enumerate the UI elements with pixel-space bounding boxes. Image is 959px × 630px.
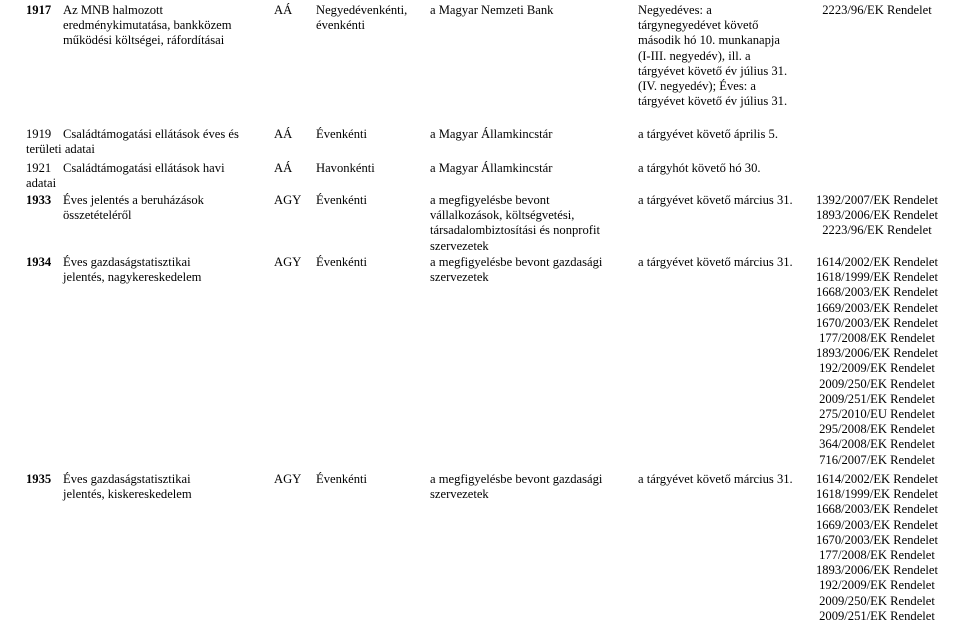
row-code: AGY: [274, 472, 302, 486]
law-item: 295/2008/EK Rendelet: [819, 422, 935, 437]
row-laws: [795, 255, 959, 468]
row-organization: a megfigyelésbe bevont gazdasági szervezetek: [430, 472, 603, 502]
row-title: Éves jelentés a beruházások összetételéről: [63, 193, 204, 223]
law-item: 1614/2002/EK Rendelet: [815, 472, 939, 486]
row-code: AÁ: [274, 127, 293, 141]
row-organization: a Magyar Államkincstár: [430, 161, 553, 175]
row-deadline: Negyedéves: a tárgynegyedévet követő második hó 10. munkanapja (I-III. negyedév), ill. a tárgyévet követő év július 31. (IV. negyedév); Éves: a tárgyévet követő év július 31.: [638, 3, 788, 109]
law-item: 1618/1999/EK Rendelet: [815, 270, 939, 285]
row-organization: a megfigyelésbe bevont vállalkozások, költségvetési, társadalombiztosítási és nonprofit szervezetek: [430, 193, 600, 253]
law-item: 2009/251/EK Rendelet: [819, 391, 935, 406]
law-item: 1669/2003/EK Rendelet: [815, 517, 939, 532]
row-number: 1935: [26, 472, 52, 486]
row-title: Az MNB halmozott eredménykimutatása, bankközem működési költségei, ráfordításai: [63, 3, 232, 48]
law-item: 1670/2003/EK Rendelet: [815, 315, 939, 330]
law-item: 1668/2003/EK Rendelet: [815, 285, 939, 300]
row-code: AGY: [274, 255, 302, 269]
row-frequency: Évenkénti: [316, 255, 368, 269]
law-item: 275/2010/EU Rendelet: [819, 407, 935, 422]
law-item: 192/2009/EK Rendelet: [819, 361, 935, 376]
row-deadline: a tárgyhót követő hó 30.: [638, 161, 761, 175]
row-laws: [795, 193, 959, 239]
law-item: 2223/96/EK Rendelet: [822, 223, 932, 238]
row-frequency: Havonkénti: [316, 161, 375, 175]
law-item: 2009/251/EK Rendelet: [819, 608, 935, 623]
row-title: Családtámogatási ellátások éves és területi adatai: [26, 127, 239, 157]
row-organization: a megfigyelésbe bevont gazdasági szervezetek: [430, 255, 603, 285]
law-item: 1618/1999/EK Rendelet: [815, 487, 939, 502]
row-title: Éves gazdaságstatisztikai jelentés, nagykereskedelem: [63, 255, 202, 285]
row-organization: a Magyar Államkincstár: [430, 127, 553, 141]
law-item: 192/2009/EK Rendelet: [819, 578, 935, 593]
row-code: AGY: [274, 193, 302, 207]
row-frequency: Negyedévenkénti, évenkénti: [316, 3, 408, 33]
row-number: 1921: [26, 161, 52, 175]
row-code: AÁ: [274, 161, 293, 175]
row-laws: [795, 472, 959, 624]
row-number: 1934: [26, 255, 52, 269]
row-frequency: Évenkénti: [316, 127, 368, 141]
law-item: 1893/2006/EK Rendelet: [815, 346, 939, 361]
law-item: 2223/96/EK Rendelet: [822, 3, 932, 17]
law-item: 1893/2006/EK Rendelet: [815, 208, 939, 223]
row-title: Éves gazdaságstatisztikai jelentés, kiskereskedelem: [63, 472, 192, 502]
law-item: 2009/250/EK Rendelet: [819, 593, 935, 608]
law-item: 1668/2003/EK Rendelet: [815, 502, 939, 517]
row-deadline: a tárgyévet követő március 31.: [638, 472, 793, 486]
row-number: 1933: [26, 193, 52, 207]
law-item: 1670/2003/EK Rendelet: [815, 532, 939, 547]
row-code: AÁ: [274, 3, 293, 17]
law-item: 177/2008/EK Rendelet: [819, 548, 935, 563]
row-organization: a Magyar Nemzeti Bank: [430, 3, 554, 17]
law-item: 364/2008/EK Rendelet: [819, 437, 935, 452]
law-item: 2009/250/EK Rendelet: [819, 376, 935, 391]
row-frequency: Évenkénti: [316, 193, 368, 207]
law-item: 1893/2006/EK Rendelet: [815, 563, 939, 578]
row-frequency: Évenkénti: [316, 472, 368, 486]
row-number: 1917: [26, 3, 52, 17]
row-number: 1919: [26, 127, 52, 141]
row-deadline: a tárgyévet követő április 5.: [638, 127, 779, 141]
law-item: 177/2008/EK Rendelet: [819, 331, 935, 346]
law-item: 1614/2002/EK Rendelet: [815, 255, 939, 269]
row-deadline: a tárgyévet követő március 31.: [638, 193, 793, 207]
row-deadline: a tárgyévet követő március 31.: [638, 255, 793, 269]
law-item: 1669/2003/EK Rendelet: [815, 300, 939, 315]
row-title: Családtámogatási ellátások havi adatai: [26, 161, 225, 191]
law-item: 1392/2007/EK Rendelet: [815, 193, 939, 207]
law-item: 716/2007/EK Rendelet: [819, 452, 935, 467]
row-laws: [795, 3, 959, 18]
